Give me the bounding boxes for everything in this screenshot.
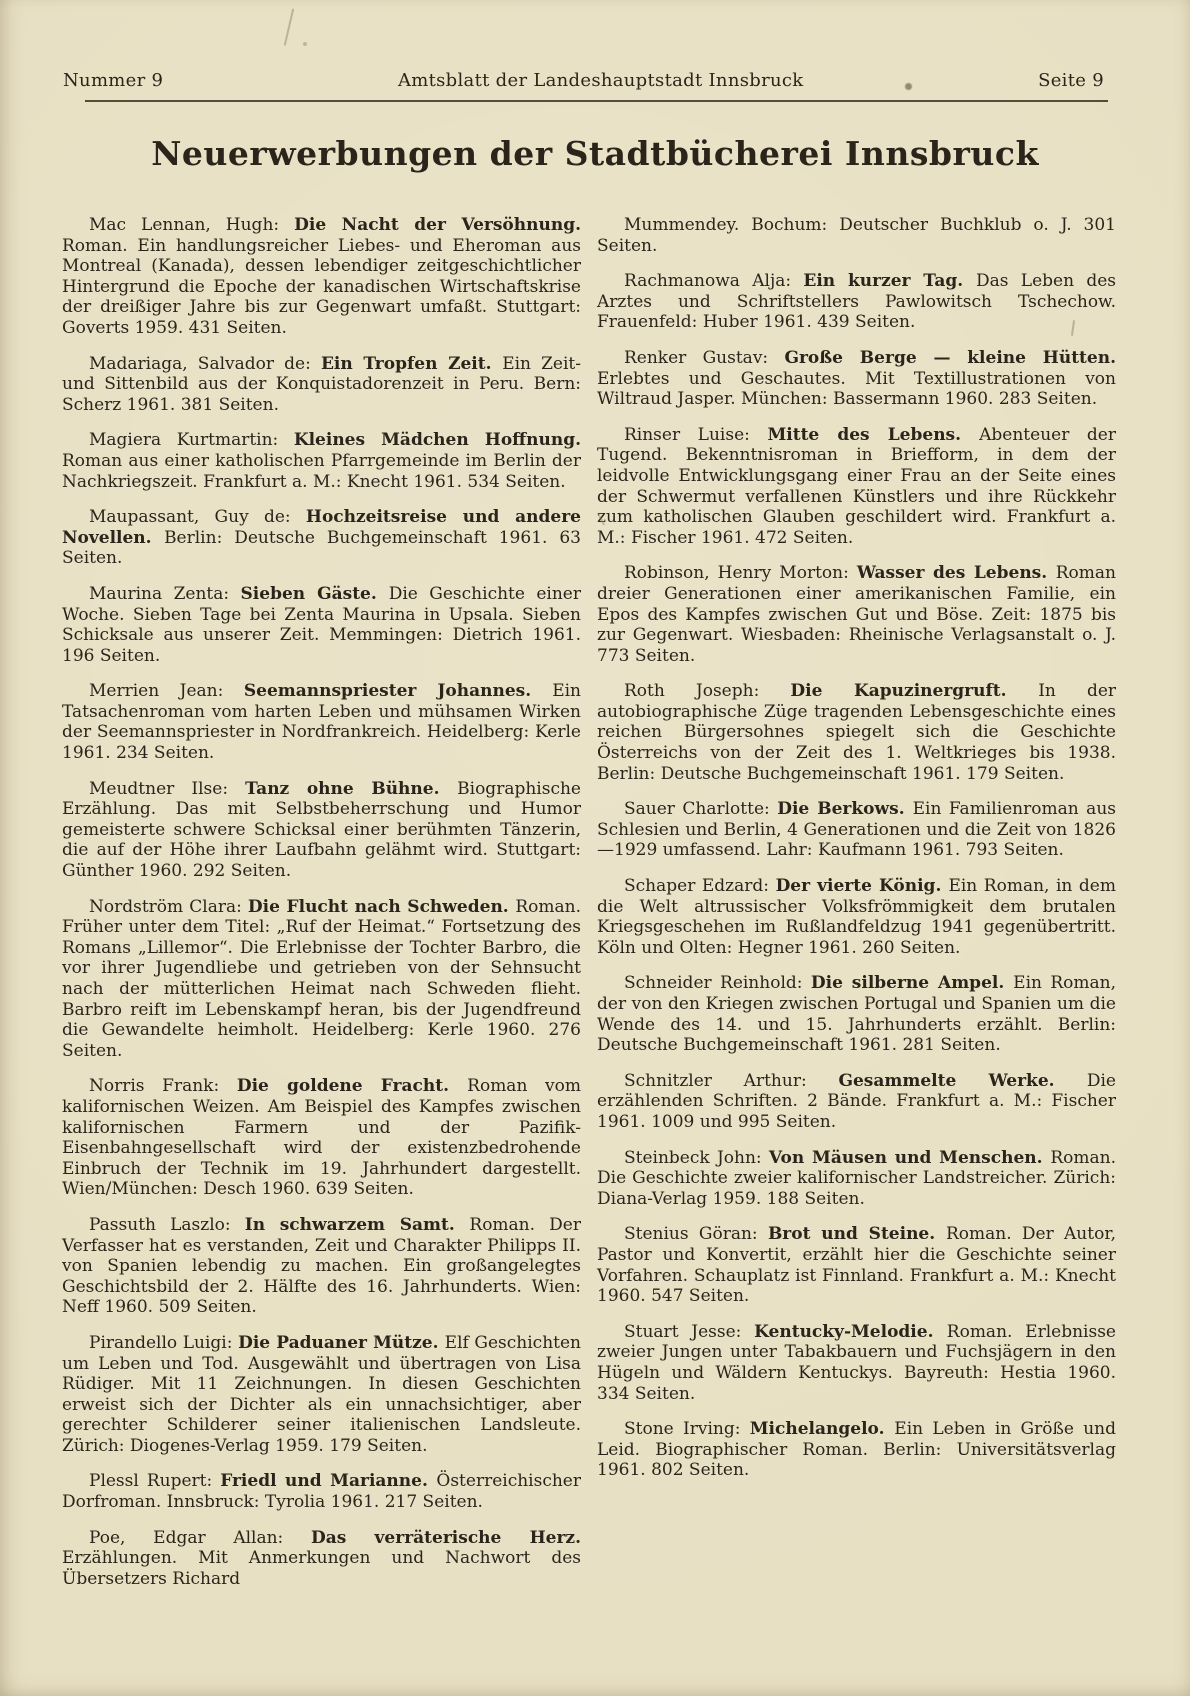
entry-description: Ein Tatsachenroman vom harten Leben und mühsamen Wirken der Seemannspriester in Nordfrankreich. Heidelberg: Kerle 1961. 234 Seiten. xyxy=(62,681,581,764)
entry-description: Roman aus einer katholischen Pfarrgemeinde im Berlin der Nachkriegszeit. Frankfurt a. M.: Knecht 1961. 534 Seiten. xyxy=(62,450,581,492)
book-entry xyxy=(597,973,1116,1055)
entry-description: Biographische Erzählung. Das mit Selbstbeherrschung und Humor gemeisterte schwere Schicksal einer berühmten Tänzerin, die auf der Höhe ihrer Laufbahn gelähmt wird. Stuttgart: Günther 1960. 292 Seiten. xyxy=(62,778,581,882)
book-title: Das verräterische Herz. xyxy=(311,1527,581,1548)
text-columns xyxy=(62,215,1116,1604)
entry-description: Die Geschichte einer Woche. Sieben Tage bei Zenta Maurina in Upsala. Sieben Schicksale aus unserer Zeit. Memmingen: Dietrich 1961. 196 Seiten. xyxy=(62,583,581,666)
book-title: Wasser des Lebens. xyxy=(856,563,1056,584)
entry-description: Österreichischer Dorfroman. Innsbruck: Tyrolia 1961. 217 Seiten. xyxy=(62,1471,581,1513)
entry-description: Elf Geschichten um Leben und Tod. Ausgewählt und übertragen von Lisa Rüdiger. Mit 11 Zeichnungen. In diesen Geschichten erweist sich der Dichter als ein unnachsichtiger, aber gerechter Schilderer seiner italienischen Landsleute. Zürich: Diogenes-Verlag 1959. 179 Seiten. xyxy=(62,1332,581,1456)
author-name: Magiera Kurtmartin: xyxy=(89,430,294,451)
entry-description: Mummendey. Bochum: Deutscher Buchklub o. J. 301 Seiten. xyxy=(597,215,1116,256)
book-title: Tanz ohne Bühne. xyxy=(245,778,458,799)
author-name: Robinson, Henry Morton: xyxy=(624,563,857,584)
book-title: Große Berge — kleine Hütten. xyxy=(784,347,1116,368)
page-header xyxy=(63,0,1104,91)
author-name: Schaper Edzard: xyxy=(624,876,776,897)
book-entry xyxy=(597,348,1116,410)
entry-description: Ein Roman, der von den Kriegen zwischen Portugal und Spanien um die Wende des 14. und 15. Jahrhunderts erzählt. Berlin: Deutsche Buchgemeinschaft 1961. 281 Seiten. xyxy=(597,973,1116,1056)
ink-spot xyxy=(905,83,912,90)
book-title: Die silberne Ampel. xyxy=(810,973,1014,994)
book-title: In schwarzem Samt. xyxy=(244,1214,470,1235)
book-entry xyxy=(597,425,1116,549)
book-entry xyxy=(62,584,581,666)
book-entry xyxy=(62,779,581,882)
author-name: Madariaga, Salvador de: xyxy=(89,353,321,374)
book-title: Gesammelte Werke. xyxy=(838,1070,1087,1091)
entry-description: Ein Zeit- und Sittenbild aus der Konquistadorenzeit in Peru. Bern: Scherz 1961. 381 Seiten. xyxy=(62,353,581,415)
entry-description: Ein Leben in Größe und Leid. Biographischer Roman. Berlin: Universitätsverlag 1961. 802 Seiten. xyxy=(597,1419,1116,1481)
book-entry xyxy=(62,1215,581,1318)
entry-description: Roman. Ein handlungsreicher Liebes- und Eheroman aus Montreal (Kanada), dessen lebendiger zeitgeschichtlicher Hintergrund die Epoche der kanadischen Wirtschaftskrise der dreißiger Jahre bis zur Gegenwart umfaßt. Stuttgart: Goverts 1959. 431 Seiten. xyxy=(62,235,581,338)
entry-description: Roman dreier Generationen einer amerikanischen Familie, ein Epos des Kampfes zwischen Gut und Böse. Zeit: 1875 bis zur Gegenwart. Wiesbaden: Rheinische Verlagsanstalt o. J. 773 Seiten. xyxy=(597,563,1116,666)
entry-description: Roman. Früher unter dem Titel: „Ruf der Heimat.“ Fortsetzung des Romans „Lillemor“. Die Erlebnisse der Tochter Barbro, die vor ihrer Jugendliebe und getrieben von der Sehnsucht nach der mütterlichen Heimat nach Schweden flieht. Barbro reift im Lebenskampf heran, bis der Jugendfreund die Gewandelte heimholt. Heidelberg: Kerle 1960. 276 Seiten. xyxy=(62,896,581,1061)
book-title: Seemannspriester Johannes. xyxy=(243,681,553,702)
book-entry xyxy=(62,430,581,492)
entry-description: Roman. Der Autor, Pastor und Konvertit, erzählt hier die Geschichte seiner Vorfahren. Schauplatz ist Finnland. Frankfurt a. M.: Knecht 1960. 547 Seiten. xyxy=(597,1224,1116,1307)
author-name: Rinser Luise: xyxy=(624,424,768,445)
book-entry xyxy=(597,1419,1116,1481)
book-title: Die Nacht der Versöhnung. xyxy=(294,215,582,235)
book-title: Michelangelo. xyxy=(749,1419,895,1440)
book-entry xyxy=(597,215,1116,256)
book-title: Brot und Steine. xyxy=(767,1224,946,1245)
column-right xyxy=(597,215,1116,1604)
book-entry xyxy=(597,799,1116,861)
author-name: Renker Gustav: xyxy=(624,347,785,368)
book-title: Hochzeitsreise und andere Novellen. xyxy=(62,507,581,548)
book-entry xyxy=(597,1148,1116,1210)
book-entry xyxy=(62,681,581,763)
author-name: Meudtner Ilse: xyxy=(89,778,246,799)
entry-description: Roman. Die Geschichte zweier kalifornischer Landstreicher. Zürich: Diana-Verlag 1959. 188 Seiten. xyxy=(597,1147,1116,1209)
entry-description: Das Leben des Arztes und Schriftstellers Pawlowitsch Tschechow. Frauenfeld: Huber 1961. 439 Seiten. xyxy=(597,271,1116,333)
author-name: Passuth Laszlo: xyxy=(89,1214,245,1235)
book-title: Der vierte König. xyxy=(775,876,949,897)
book-title: Sieben Gäste. xyxy=(240,583,389,604)
book-title: Die Kapuzinergruft. xyxy=(790,681,1039,702)
author-name: Mac Lennan, Hugh: xyxy=(89,215,295,235)
book-entry xyxy=(597,1224,1116,1306)
book-entry xyxy=(62,507,581,569)
book-entry xyxy=(62,354,581,416)
entry-description: Roman vom kalifornischen Weizen. Am Beispiel des Kampfes zwischen kalifornischen Farmern und der Pazifik-Eisenbahngesellschaft wird der existenzbedrohende Einbruch der Technik im 19. Jahrhundert dargestellt. Wien/München: Desch 1960. 639 Seiten. xyxy=(62,1076,581,1200)
author-name: Schneider Reinhold: xyxy=(624,973,811,994)
book-entry xyxy=(62,1333,581,1457)
author-name: Maurina Zenta: xyxy=(89,583,241,604)
entry-description: Roman. Der Verfasser hat es verstanden, Zeit und Charakter Philipps II. von Spanien lebendig zu machen. Ein großangelegtes Geschichtsbild der 2. Hälfte des 16. Jahrhunderts. Wien: Neff 1960. 509 Seiten. xyxy=(62,1214,581,1318)
book-entry xyxy=(62,215,581,339)
book-title: Die Flucht nach Schweden. xyxy=(247,896,516,917)
entry-description: Die erzählenden Schriften. 2 Bände. Frankfurt a. M.: Fischer 1961. 1009 und 995 Seiten. xyxy=(597,1070,1116,1132)
author-name: Maupassant, Guy de: xyxy=(89,507,306,528)
author-name: Schnitzler Arthur: xyxy=(624,1070,839,1091)
book-entry xyxy=(62,1076,581,1200)
author-name: Stenius Göran: xyxy=(624,1224,768,1245)
author-name: Rachmanowa Alja: xyxy=(624,271,804,292)
entry-description: Erlebtes und Geschautes. Mit Textillustrationen von Wiltraud Jasper. München: Bassermann 1960. 283 Seiten. xyxy=(597,368,1116,410)
pencil-dot xyxy=(303,42,307,46)
entry-description: Ein Roman, in dem die Welt altrussischer Volksfrömmigkeit dem brutalen Kriegsgeschehen im Rußlandfeldzug 1941 gegenübertritt. Köln und Olten: Hegner 1961. 260 Seiten. xyxy=(597,876,1116,958)
author-name: Stone Irving: xyxy=(624,1419,750,1440)
publication-title: Amtsblatt der Landeshauptstadt Innsbruck xyxy=(397,70,804,91)
book-title: Ein Tropfen Zeit. xyxy=(320,353,503,374)
book-title: Ein kurzer Tag. xyxy=(803,271,976,292)
author-name: Plessl Rupert: xyxy=(89,1471,221,1492)
entry-description: Roman. Erlebnisse zweier Jungen unter Tabakbauern und Fuchsjägern in den Hügeln und Wäldern Kentuckys. Bayreuth: Hestia 1960. 334 Seiten. xyxy=(597,1321,1116,1404)
book-title: Die Berkows. xyxy=(777,799,913,820)
book-entry xyxy=(62,1471,581,1512)
book-title: Die Paduaner Mütze. xyxy=(238,1332,445,1353)
page-number-label: Seite 9 xyxy=(1038,70,1104,91)
page-title: Neuerwerbungen der Stadtbücherei Innsbruck xyxy=(151,134,1039,173)
header-divider-rule xyxy=(85,100,1108,102)
book-entry xyxy=(597,876,1116,958)
author-name: Sauer Charlotte: xyxy=(624,799,778,820)
issue-number-label: Nummer 9 xyxy=(63,70,164,91)
book-entry xyxy=(597,1322,1116,1404)
author-name: Pirandello Luigi: xyxy=(89,1332,239,1353)
book-title: Kentucky-Melodie. xyxy=(754,1321,947,1342)
entry-description: Berlin: Deutsche Buchgemeinschaft 1961. 63 Seiten. xyxy=(62,527,581,569)
book-entry xyxy=(597,1071,1116,1133)
book-entry xyxy=(597,271,1116,333)
entry-description: Erzählungen. Mit Anmerkungen und Nachwort des Übersetzers Richard xyxy=(62,1548,581,1589)
author-name: Roth Joseph: xyxy=(624,681,791,702)
entry-description: Ein Familienroman aus Schlesien und Berlin, 4 Generationen und die Zeit von 1826—1929 umfassend. Lahr: Kaufmann 1961. 793 Seiten. xyxy=(597,799,1116,861)
entry-description: Abenteuer der Tugend. Bekenntnisroman in Briefform, in dem der leidvolle Entwicklungsgang einer Frau an der Seite eines der Schwermut verfallenen Künstlers und ihre Rückkehr zum katholischen Glauben geschildert wird. Frankfurt a. M.: Fischer 1961. 472 Seiten. xyxy=(597,424,1116,548)
author-name: Merrien Jean: xyxy=(89,681,244,702)
author-name: Norris Frank: xyxy=(89,1076,237,1097)
author-name: Poe, Edgar Allan: xyxy=(89,1527,311,1548)
author-name: Steinbeck John: xyxy=(624,1147,769,1168)
book-title: Die goldene Fracht. xyxy=(236,1076,468,1097)
book-title: Kleines Mädchen Hoffnung. xyxy=(293,430,581,451)
column-left xyxy=(62,215,581,1604)
entry-description: In der autobiographische Züge tragenden Lebensgeschichte eines reichen Bürgersohnes spiegelt sich die Geschichte Österreichs von der Zeit des 1. Weltkrieges bis 1938. Berlin: Deutsche Buchgemeinschaft 1961. 179 Seiten. xyxy=(597,681,1117,784)
book-entry xyxy=(62,1528,581,1590)
book-title: Friedl und Marianne. xyxy=(220,1471,437,1492)
book-entry xyxy=(597,563,1116,666)
book-title: Von Mäusen und Menschen. xyxy=(768,1147,1051,1168)
author-name: Stuart Jesse: xyxy=(624,1321,755,1342)
book-title: Mitte des Lebens. xyxy=(767,424,980,445)
book-entry xyxy=(62,897,581,1062)
book-entry xyxy=(597,681,1116,784)
author-name: Nordström Clara: xyxy=(89,896,248,917)
